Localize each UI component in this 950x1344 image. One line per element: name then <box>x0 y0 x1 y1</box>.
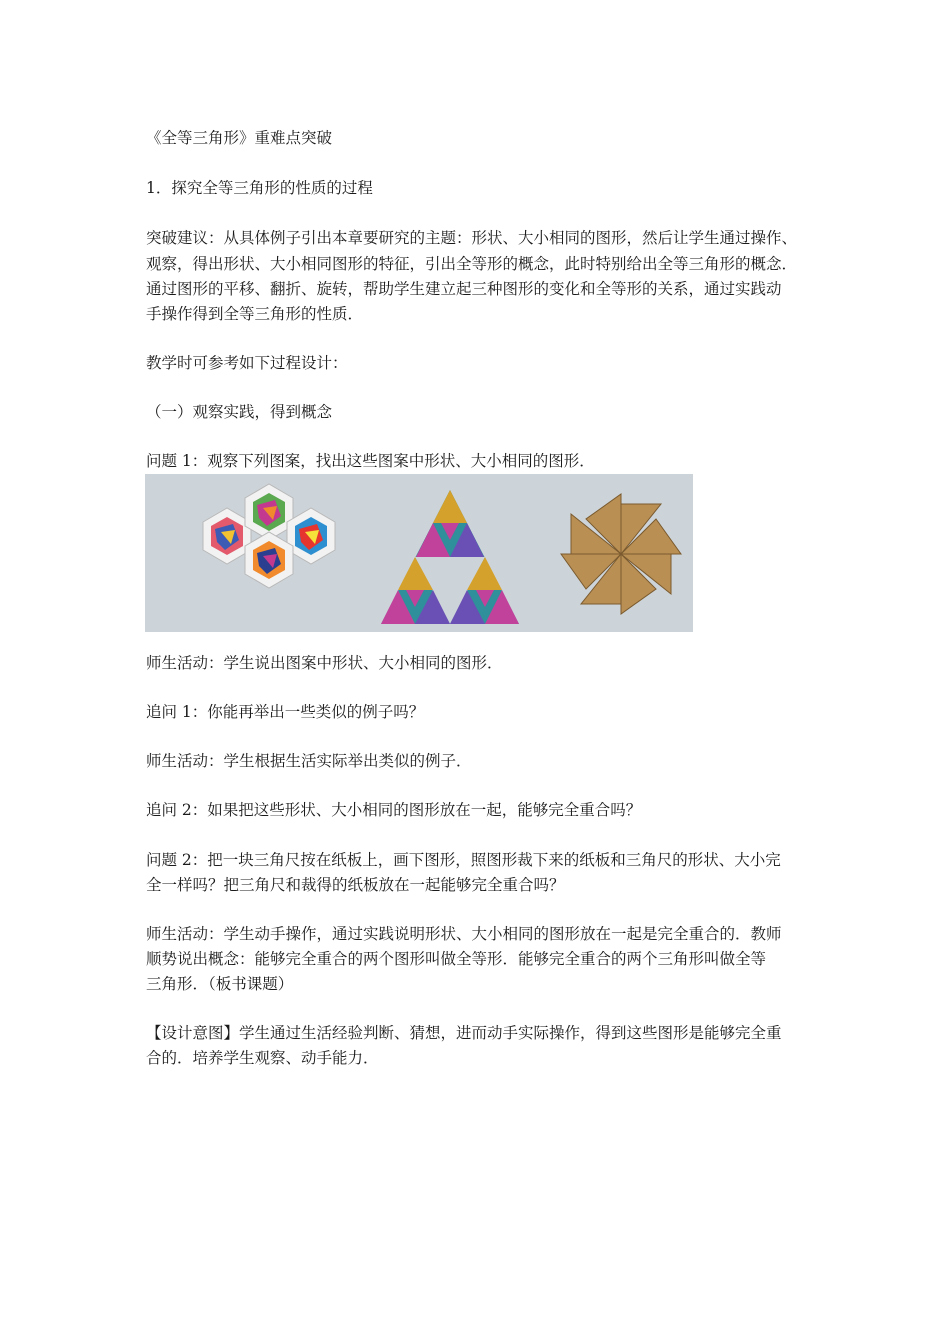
paragraph-line: 观察，得出形状、大小相同图形的特征，引出全等形的概念，此时特别给出全等三角形的概念． <box>146 255 798 273</box>
sierpinski-triangle-icon <box>381 490 519 624</box>
pinwheel-icon <box>561 494 681 614</box>
teaching-reference: 教学时可参考如下过程设计： <box>146 354 348 372</box>
paragraph-line: 手操作得到全等三角形的性质． <box>146 305 364 323</box>
paragraph-line: 突破建议：从具体例子引出本章要研究的主题：形状、大小相同的图形，然后让学生通过操作、 <box>146 229 798 247</box>
paragraph-line: 三角形．（板书课题） <box>146 975 294 993</box>
paragraph-line: 【设计意图】学生通过生活经验判断、猜想，进而动手实际操作，得到这些图形是能够完全重 <box>146 1024 782 1042</box>
hexagon-stamps-icon <box>203 484 335 588</box>
paragraph-line: 通过图形的平移、翻折、旋转，帮助学生建立起三种图形的变化和全等形的关系，通过实践动 <box>146 280 782 298</box>
document-title: 《全等三角形》重难点突破 <box>146 129 333 147</box>
follow-up-1: 追问 1：你能再举出一些类似的例子吗？ <box>146 703 425 721</box>
paragraph-line: 全一样吗？把三角尺和裁得的纸板放在一起能够完全重合吗？ <box>146 876 565 894</box>
paragraph-line: 合的．培养学生观察、动手能力． <box>146 1049 379 1067</box>
follow-up-2: 追问 2：如果把这些形状、大小相同的图形放在一起，能够完全重合吗？ <box>146 801 642 819</box>
paragraph-line: 顺势说出概念：能够完全重合的两个图形叫做全等形．能够完全重合的两个三角形叫做全等 <box>146 950 767 968</box>
section-heading: 1．探究全等三角形的性质的过程 <box>146 179 373 197</box>
question-1: 问题 1：观察下列图案，找出这些图案中形状、大小相同的图形． <box>146 452 595 470</box>
part-heading: （一）观察实践，得到概念 <box>146 403 333 421</box>
paragraph-line: 师生活动：学生动手操作，通过实践说明形状、大小相同的图形放在一起是完全重合的．教师 <box>146 925 782 943</box>
pattern-figure <box>145 474 693 632</box>
activity-1: 师生活动：学生说出图案中形状、大小相同的图形． <box>146 654 503 672</box>
activity-2: 师生活动：学生根据生活实际举出类似的例子． <box>146 752 472 770</box>
paragraph-line: 问题 2：把一块三角尺按在纸板上，画下图形，照图形裁下来的纸板和三角尺的形状、大小完 <box>146 851 781 869</box>
